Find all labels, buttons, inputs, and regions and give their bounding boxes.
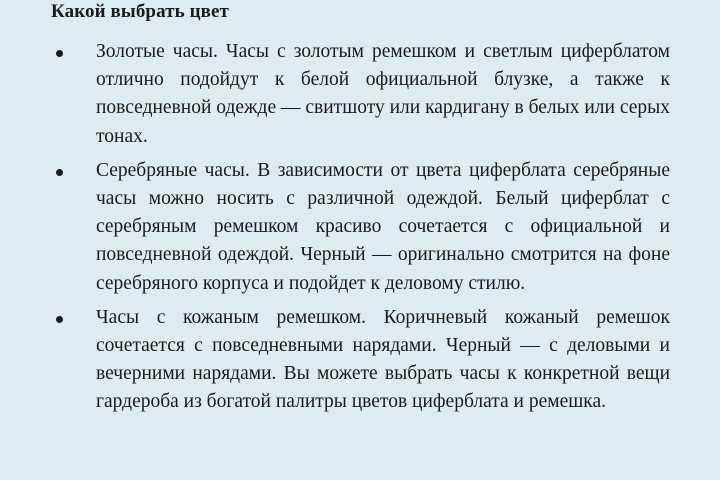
bullet-icon (56, 50, 63, 57)
list-item-leather-strap (74, 304, 670, 417)
bullet-icon (56, 169, 63, 176)
color-tips-list (74, 38, 670, 423)
list-item-silver-watch (74, 157, 670, 298)
list-item-text: Серебряные часы. В зависимости от цвета циферблата серебряные часы можно носить с различной одеждой. Белый циферблат с серебряным ремешком красиво сочетается с официальной и повседневной одеждой. Черный — оригинально смотрится на фоне серебряного корпуса и подойдет к деловому стилю. (96, 159, 670, 294)
section-heading: Какой выбрать цвет (51, 1, 229, 22)
bullet-icon (56, 316, 63, 323)
list-item-text: Золотые часы. Часы с золотым ремешком и светлым циферблатом отлично подойдут к белой официальной блузке, а также к повседневной одежде — свитшоту или кардигану в белых или серых тонах. (96, 41, 670, 147)
list-item-text: Часы с кожаным ремешком. Коричневый кожаный ремешок сочетается с повседневными нарядами. Черный — с деловыми и вечерними нарядами. Вы можете выбрать часы к конкретной вещи гардероба из богатой палитры цветов циферблата и ремешка. (96, 306, 670, 413)
list-item-gold-watch (74, 38, 670, 151)
